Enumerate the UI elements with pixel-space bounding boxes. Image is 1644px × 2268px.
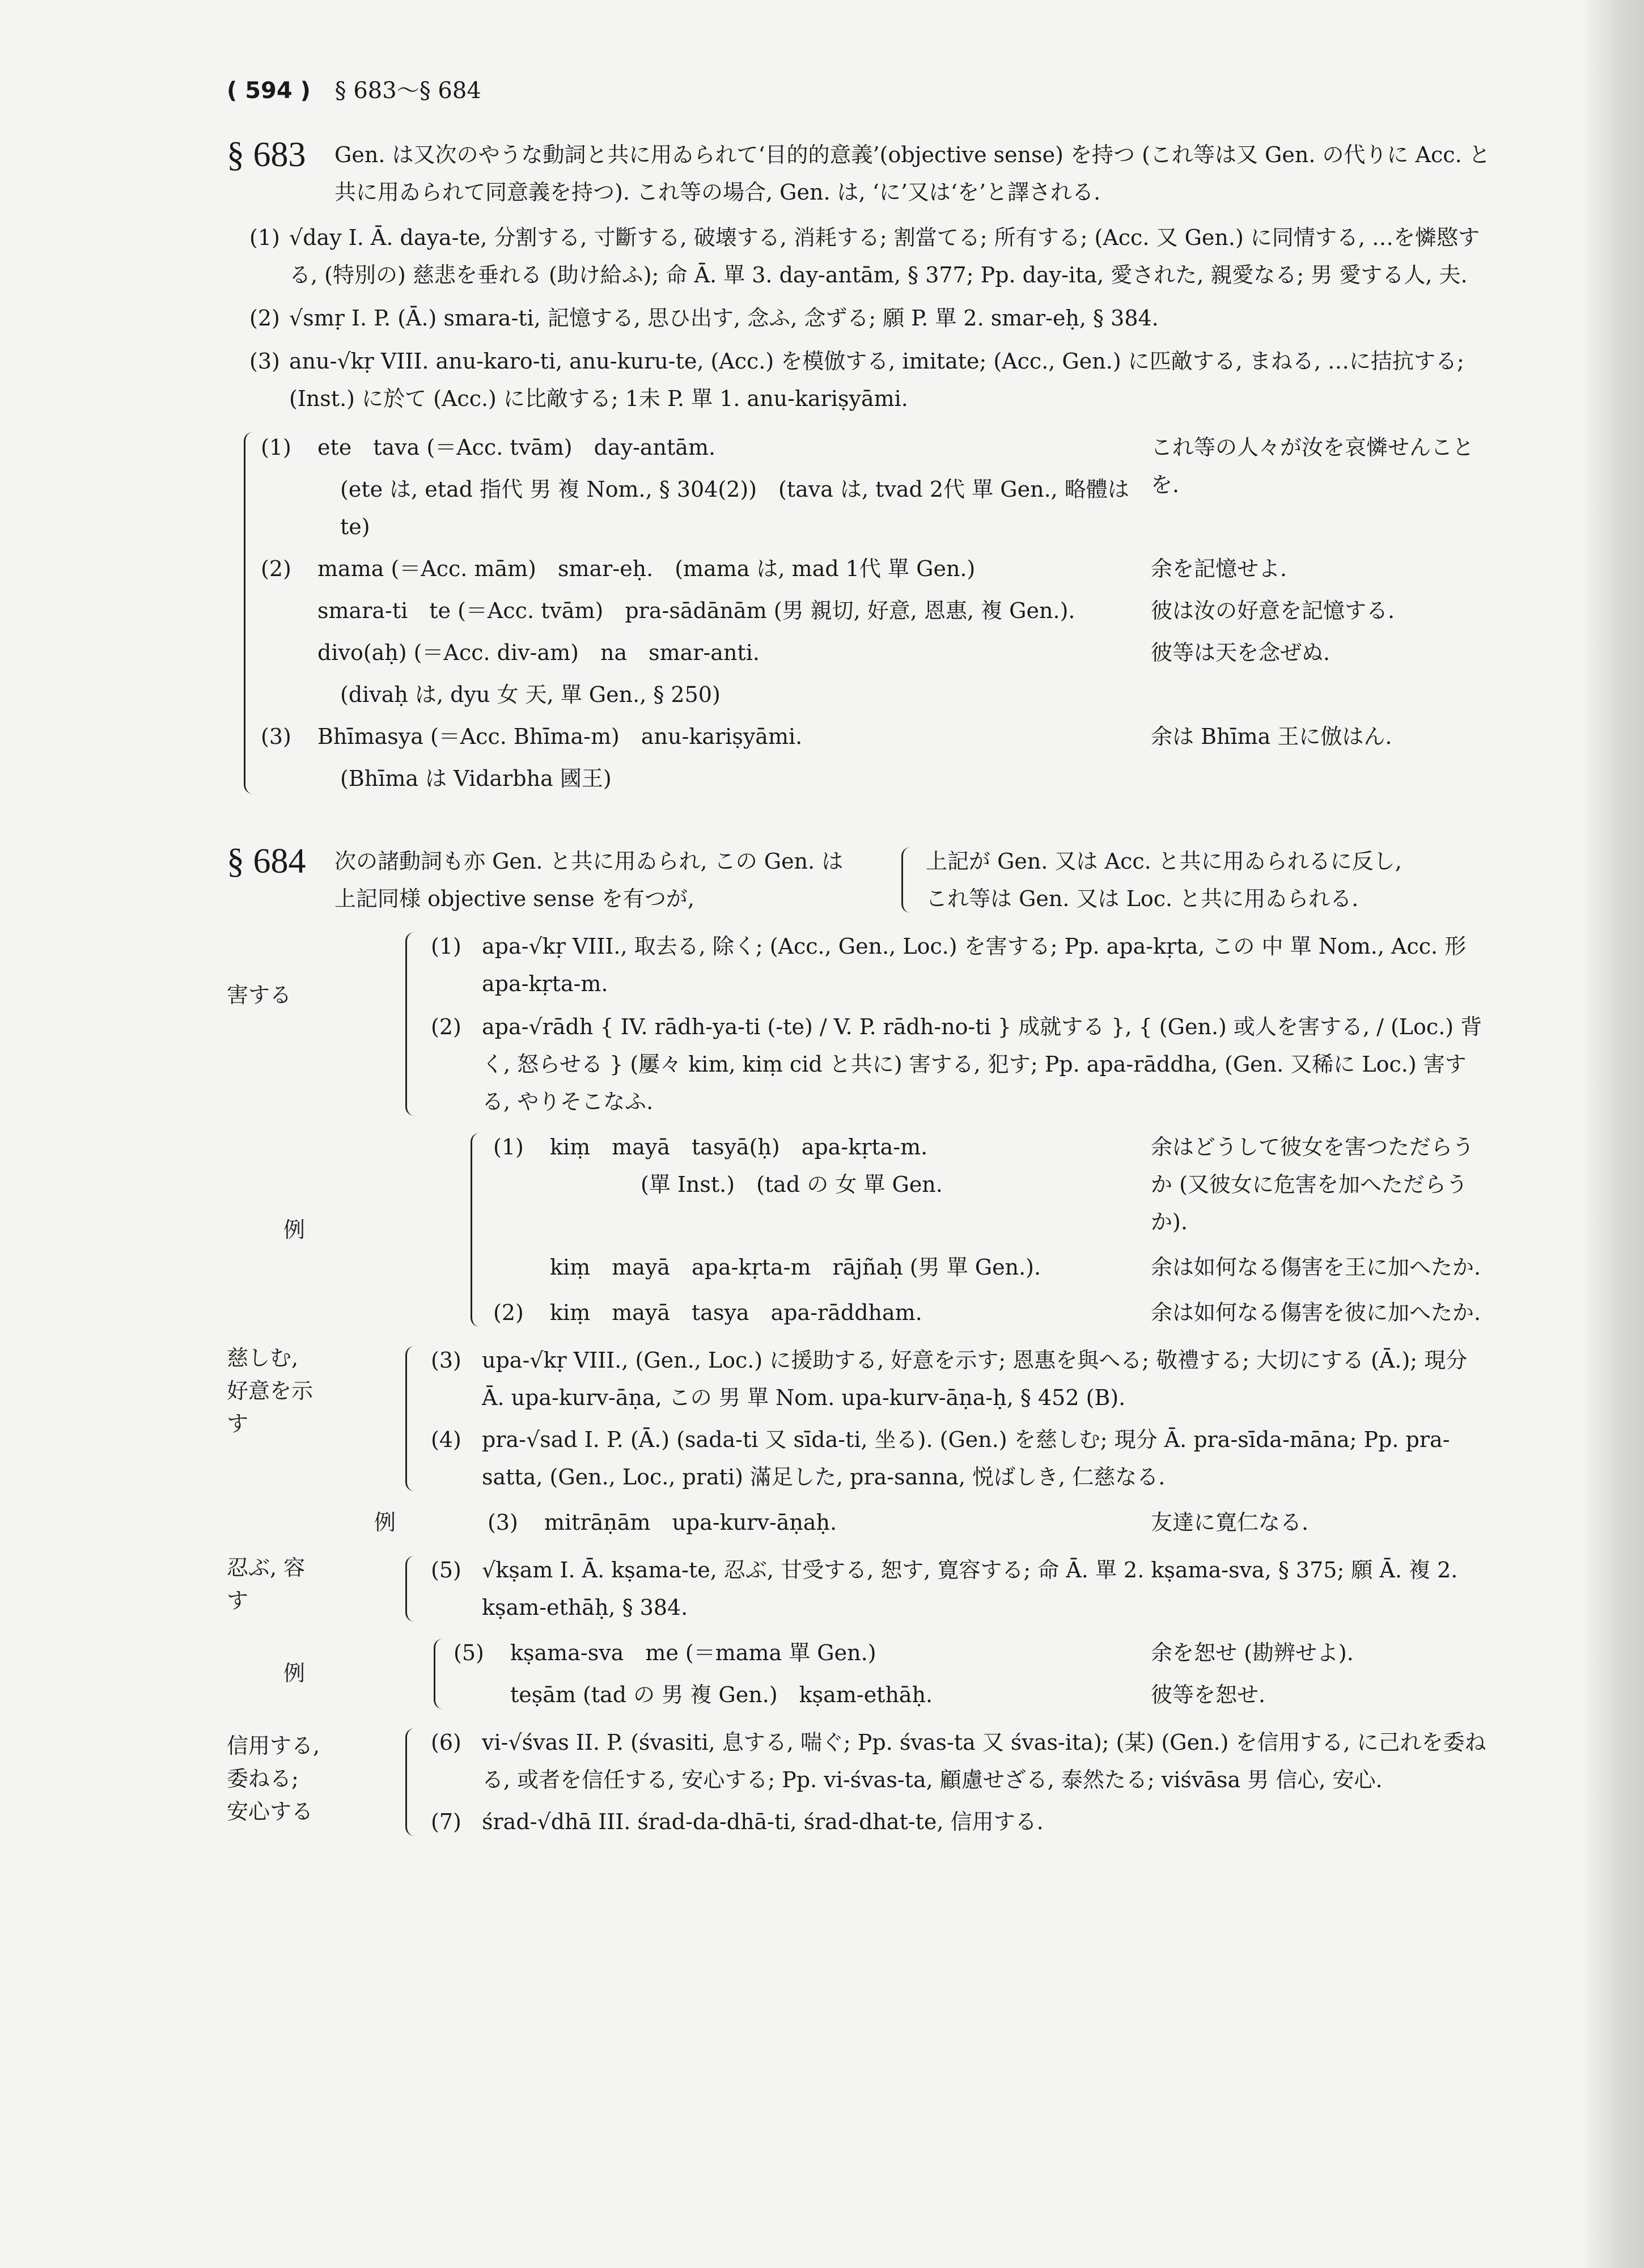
example-row — [244, 718, 1491, 797]
example-row — [488, 1294, 1491, 1331]
brace — [244, 432, 255, 794]
example-row — [334, 1504, 1491, 1541]
item-text: apa-√kṛ VIII., 取去る, 除く; (Acc., Gen., Loc.) を害する; Pp. apa-kṛta, この 中 單 Nom., Acc. 形 apa-kṛta-m. — [482, 934, 1467, 996]
example-row — [448, 1676, 1491, 1713]
example-sentence: Bhīmasya (＝Acc. Bhīma-m) anu-kariṣyāmi. — [317, 724, 803, 749]
example-sentence: mama (＝Acc. mām) smar-eḥ. (mama は, mad 1代 單 Gen.) — [317, 556, 976, 581]
example-marker: 例 — [283, 1661, 306, 1686]
item-text: pra-√sad I. P. (Ā.) (sada-ti 又 sīda-ti, 坐る). (Gen.) を慈しむ; 現分 Ā. pra-sīda-māna; Pp. pra-satta, (Gen., Loc., prati) 滿足した, pra-sanna, 悦ばしき, 仁慈なる. — [482, 1427, 1450, 1490]
item-label: (2) — [249, 306, 280, 331]
example-row — [244, 634, 1491, 713]
section-intro: Gen. は又次のやうな動詞と共に用ゐられて‘目的的意義’(objective sense) を持つ (これ等は又 Gen. の代りに Acc. と共に用ゐられて同意義を持つ). これ等の場合, Gen. は, ‘に’又は‘を’と譯される. — [334, 142, 1490, 205]
verb-group-favor — [227, 1342, 1491, 1496]
item-text: √kṣam I. Ā. kṣama-te, 忍ぶ, 甘受する, 恕す, 寛容する; 命 Ā. 單 2. kṣama-sva, § 375; 願 Ā. 複 2. kṣam-ethāḥ, § 384. — [482, 1558, 1458, 1620]
item-text: √smṛ I. P. (Ā.) smara-ti, 記憶する, 思ひ出す, 念ふ, 念ずる; 願 P. 單 2. smar-eḥ, § 384. — [289, 306, 1159, 331]
item-text: upa-√kṛ VIII., (Gen., Loc.) に援助する, 好意を示す; 恩惠を與へる; 敬禮する; 大切にする (Ā.); 現分 Ā. upa-kurv-āṇa, この 男 單 Nom. upa-kurv-āṇa-ḥ, § 452 (B). — [482, 1348, 1468, 1410]
example-sentence: kiṃ mayā tasyā(ḥ) apa-kṛta-m. — [550, 1135, 928, 1160]
page-edge-shadow — [1582, 0, 1644, 2268]
verb-item — [420, 1551, 1491, 1626]
verb-item — [227, 299, 1491, 337]
example-label: (1) — [493, 1135, 524, 1160]
example-label — [448, 1676, 510, 1713]
example-sentence: divo(aḥ) (＝Acc. div-am) na smar-anti. — [317, 640, 760, 665]
example-translation: 友達に寛仁なる. — [1151, 1510, 1309, 1535]
verb-item — [420, 1421, 1491, 1496]
example-label — [244, 634, 317, 713]
intro-line: 次の諸動詞も亦 Gen. と共に用ゐられ, この Gen. は — [334, 849, 844, 874]
intro-line: 上記が Gen. 又は Acc. と共に用ゐられるに反し, — [926, 849, 1402, 874]
section-number: § 683 — [227, 136, 306, 174]
example-label — [244, 592, 317, 629]
brace — [405, 1346, 416, 1491]
book-page — [227, 74, 1491, 1840]
section-683 — [227, 136, 1491, 211]
example-translation: 余はどうして彼女を害つただらうか (又彼女に危害を加へただらうか). — [1151, 1135, 1474, 1234]
example-translation: これ等の人々が汝を哀憐せんことを. — [1151, 435, 1474, 497]
example-sentence: kiṃ mayā apa-kṛta-m rājñaḥ (男 單 Gen.). — [550, 1255, 1041, 1280]
item-label: (6) — [431, 1730, 461, 1755]
page-number: ( 594 ) — [227, 78, 311, 104]
item-label: (5) — [431, 1558, 461, 1582]
example-sentence: smara-ti te (＝Acc. tvām) pra-sādānām (男 親切, 好意, 恩惠, 複 Gen.). — [317, 598, 1075, 623]
item-label: (3) — [249, 349, 280, 374]
brace — [434, 1639, 444, 1709]
brace — [405, 1556, 416, 1622]
example-note: (divaḥ は, dyu 女 天, 單 Gen., § 250) — [340, 682, 721, 707]
example-row — [488, 1128, 1491, 1241]
group-gloss: 慈しむ, 好意を示す — [227, 1345, 313, 1436]
intro-line: これ等は Gen. 又は Loc. と共に用ゐられる. — [926, 886, 1359, 911]
example-translation: 余を恕せ (勘辨せよ). — [1151, 1640, 1354, 1665]
intro-line: 上記同様 objective sense を有つが, — [334, 886, 694, 911]
item-label: (2) — [431, 1014, 461, 1039]
verb-item — [420, 1008, 1491, 1120]
example-row — [448, 1634, 1491, 1672]
item-text: apa-√rādh { IV. rādh-ya-ti (-te) / V. P. rādh-no-ti } 成就する }, { (Gen.) 或人を害する, / (Loc.) 背く, 怒らせる } (屢々 kim, kiṃ cid と共に) 害する, 犯す; Pp. apa-rāddha, (Gen. 又稀に Loc.) 害する, やりそこなふ. — [482, 1014, 1482, 1114]
example-sentence: kiṃ mayā tasya apa-rāddham. — [550, 1300, 922, 1325]
example-translation: 彼等を恕せ. — [1151, 1682, 1266, 1707]
example-translation: 余は如何なる傷害を王に加へたか. — [1151, 1255, 1481, 1280]
brace — [901, 847, 920, 913]
item-label: (1) — [431, 934, 461, 959]
example-group — [283, 1128, 1491, 1331]
example-label: (3) — [488, 1510, 518, 1535]
item-text: vi-√śvas II. P. (śvasiti, 息する, 喘ぐ; Pp. śvas-ta 又 śvas-ita); (某) (Gen.) を信用する, に己れを委ねる, 或者を信任する, 安心する; Pp. vi-śvas-ta, 顧慮せざる, 泰然たる; viśvāsa 男 信心, 安心. — [482, 1730, 1486, 1792]
verb-item — [420, 928, 1491, 1002]
section-684 — [227, 843, 1491, 1840]
verb-item — [420, 1803, 1491, 1840]
example-note: (單 Inst.) (tad の 女 單 Gen. — [641, 1172, 943, 1197]
example-group — [283, 1634, 1491, 1713]
example-label: (2) — [261, 556, 291, 581]
verb-list — [227, 219, 1491, 417]
example-block — [244, 429, 1491, 797]
example-label: (1) — [261, 435, 291, 460]
section-intro — [334, 843, 1491, 917]
item-label: (7) — [431, 1809, 461, 1834]
example-label — [488, 1249, 550, 1286]
example-group — [334, 1504, 1491, 1541]
example-translation: 余は如何なる傷害を彼に加へたか. — [1151, 1300, 1481, 1325]
verb-group-endure — [227, 1551, 1491, 1626]
group-gloss: 害する — [227, 983, 292, 1008]
item-label: (3) — [431, 1348, 461, 1373]
verb-group-harm — [227, 928, 1491, 1120]
verb-item — [420, 1342, 1491, 1416]
example-note: (Bhīma は Vidarbha 國王) — [340, 766, 612, 791]
item-text: √day I. Ā. daya-te, 分割する, 寸斷する, 破壊する, 消耗する; 割當てる; 所有する; (Acc. 又 Gen.) に同情する, …を憐愍する, (特別の) 慈悲を垂れる (助け給ふ); 命 Ā. 單 3. day-antām, § 377; Pp. day-ita, 愛された, 親愛なる; 男 愛する人, 夫. — [289, 225, 1480, 287]
brace — [405, 932, 416, 1116]
item-text: śrad-√dhā III. śrad-da-dhā-ti, śrad-dhat-te, 信用する. — [482, 1809, 1044, 1834]
verb-item — [227, 219, 1491, 294]
example-row — [244, 592, 1491, 629]
item-text: anu-√kṛ VIII. anu-karo-ti, anu-kuru-te, (Acc.) を模倣する, imitate; (Acc., Gen.) に匹敵する, まねる, …に拮抗する; (Inst.) に於て (Acc.) に比敵する; 1未 P. 單 1. anu-kariṣyāmi. — [289, 349, 1464, 411]
example-translation: 余は Bhīma 王に倣はん. — [1151, 724, 1392, 749]
example-translation: 彼は汝の好意を記憶する. — [1151, 598, 1395, 623]
section-number: § 684 — [227, 842, 306, 881]
group-gloss: 信用する, 委ねる; 安心する — [227, 1733, 320, 1824]
example-row — [244, 550, 1491, 587]
brace — [405, 1728, 416, 1836]
section-range: § 683～§ 684 — [334, 78, 481, 104]
example-row — [244, 429, 1491, 545]
example-note: (ete は, etad 指代 男 複 Nom., § 304(2)) (tava は, tvad 2代 單 Gen., 略體は te) — [340, 477, 1129, 539]
verb-item — [420, 1724, 1491, 1799]
example-sentence: kṣama-sva me (＝mama 單 Gen.) — [510, 1640, 876, 1665]
page-header — [227, 74, 1491, 108]
group-gloss: 忍ぶ, 容す — [227, 1555, 306, 1613]
example-row — [488, 1249, 1491, 1286]
example-label: (2) — [493, 1300, 524, 1325]
example-sentence: ete tava (＝Acc. tvām) day-antām. — [317, 435, 716, 460]
example-label: (3) — [261, 724, 291, 749]
brace — [471, 1133, 481, 1327]
example-sentence: teṣām (tad の 男 複 Gen.) kṣam-ethāḥ. — [510, 1682, 933, 1707]
example-marker: 例 — [374, 1510, 396, 1535]
example-label: (5) — [454, 1640, 484, 1665]
item-label: (1) — [249, 225, 280, 250]
example-translation: 余を記憶せよ. — [1151, 556, 1287, 581]
example-sentence: mitrāṇām upa-kurv-āṇaḥ. — [544, 1510, 837, 1535]
verb-item — [227, 342, 1491, 417]
example-marker: 例 — [283, 1217, 306, 1242]
verb-group-trust — [227, 1724, 1491, 1840]
item-label: (4) — [431, 1427, 461, 1452]
example-translation: 彼等は天を念ぜぬ. — [1151, 640, 1331, 665]
